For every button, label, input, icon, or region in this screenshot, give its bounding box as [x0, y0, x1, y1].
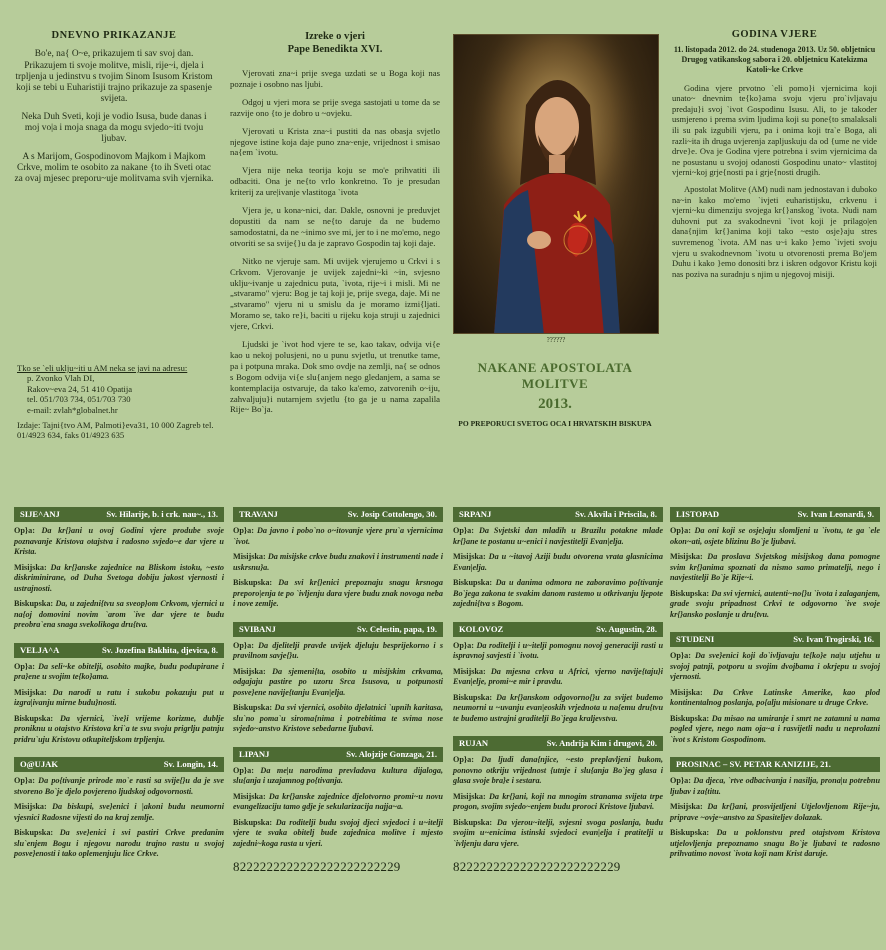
intention-text: Da ljudi dana{njice, ~esto preplavljeni bukom, ponovno otkriju vrijednost {utnje i slu{anja Bo`jeg glasa i glasa svoje bra}e i sestara. [453, 755, 663, 785]
month-header [670, 757, 880, 772]
intention-misijska [233, 792, 443, 813]
intention-text: Da misao na umiranje i smrt ne zatamni u nama pogled vjere, nego nam oja~a i rasvijetli nadu u neprolazni `ivot s Kristom Gospodinom. [670, 713, 880, 744]
intention-opca [233, 641, 443, 662]
izreke-title: Izreke o vjeri [305, 31, 365, 42]
intention-label: Misijska: [233, 552, 266, 561]
month-header [670, 507, 880, 522]
intention-label: Op}a: [233, 640, 254, 650]
intention-label: Biskupska: [453, 692, 493, 702]
painting-caption: ?????? [546, 336, 566, 344]
month-name: LISTOPAD [676, 509, 720, 519]
intention-misijska [14, 563, 224, 595]
intention-text: Da, u zajedni{tvu sa sveop}om Crkvom, vjernici u na{oj domovini novim `arom `ive dar vjere te budu preobra`ena snaga svekolikoga dru{tva. [14, 599, 225, 629]
izreke-paragraph: Vjera nije neka teorija koju se mo'e prihvatiti ili odbaciti. Ona je ne{to vrlo konkretno. To je presudan kriterij za ure|ivanje vlastitoga `ivota [230, 165, 440, 198]
contact-line: Rakov~eva 24, 51 410 Opatija [27, 383, 133, 394]
month-block [14, 507, 224, 631]
nakane-subtitle: PO PREPORUCI SVETOG OCA I HRVATSKIH BISKUPA [458, 419, 652, 428]
izreke-paragraph: Vjera je, u kona~nici, dar. Dakle, osnovni je preduvjet dopustiti da nam se ne{to daruje da ne budemo samodostatni, da ne ~inimo sve mi, jer to i ne mo'emo, nego otvoriti se sa svije{}u da je zapravo Gospodin taj koji daje. [230, 205, 440, 248]
intention-opca [453, 526, 663, 547]
months-column-3 [453, 507, 663, 875]
months-column-4 [670, 507, 880, 872]
intention-label: Misijska: [670, 552, 703, 561]
intention-text: Da u danima odmora ne zaboravimo po{tivanje Bo`jega zakona te svakim danom rastemo u otkrivanju ljepote zajedni{tva s Bogom. [453, 578, 663, 608]
month-name: O@UJAK [20, 759, 59, 769]
izreke-paragraph: Vjerovati zna~i prije svega uzdati se u Boga koji nas poznaje i osobno nas ljubi. [230, 68, 440, 89]
intention-biskupska [14, 599, 224, 631]
month-saint: Sv. Ivan Trogirski, 16. [793, 634, 874, 644]
month-name: SIJE^ANJ [20, 509, 60, 519]
contact-section [17, 363, 225, 441]
dnevno-title: DNEVNO PRIKAZANJE [51, 30, 177, 41]
intention-opca [233, 766, 443, 787]
intention-label: Misijska: [670, 687, 703, 697]
column-footer: 8222222222222222222222229 [233, 859, 401, 874]
intention-biskupska [14, 828, 224, 860]
intention-misijska [453, 792, 663, 813]
month-saint: Sv. Andrija Kim i drugovi, 20. [546, 738, 657, 748]
intention-misijska [453, 667, 663, 688]
intention-misijska [670, 802, 880, 823]
intention-label: Biskupska: [670, 828, 710, 837]
month-name: SRPANJ [459, 509, 492, 519]
intention-label: Misijska: [453, 552, 486, 561]
intention-text: Da vjernici, `ive}i vrijeme korizme, dublje proniknu u otajstvo Kristova kri`a te svu svoju prigrlju patnju pridru`uju Kristovu otkupiteljskom trpljenju. [14, 713, 225, 744]
intention-text: Da kr{}ani, koji na mnogim stranama svijeta trpe progon, svojim svjedo~enjem budu proroci Kristove ljubavi. [453, 791, 663, 811]
intention-text: Da svi kr{}enici prepoznaju snagu krsnoga preporo|enja te po `ivljenju dara vjere budu znak novoga neba i nove zemlje. [233, 578, 443, 608]
intention-label: Biskupska: [233, 817, 273, 827]
intention-text: Da svi vjernici, osobito djelatnici `upnih karitasa, slu`no poma`u siroma{nima i potrebitima te svima nose svjedo~anstvo Kristove sebedarne ljubavi. [233, 703, 443, 733]
izreke-paragraph: Nitko ne vjeruje sam. Mi uvijek vjerujemo u Crkvi i s Crkvom. Vjerovanje je uvijek zajedni~ki ~in, svjesno uklju~ivanje u zajednicu puta, `ivota, rije~i i misli. Mi ne „stvaramo" vjeru: Bog je taj koji je, prije svega, daje. Mi ne „stvaramo" vjeru ni u smislu da je moramo izmi{ljati. Moramo se, tako re}i, baciti u rijeku koja struji u zajednici vjere, Crkvi. [230, 255, 440, 332]
contact-address [17, 373, 225, 415]
intention-misijska [233, 552, 443, 573]
intention-opca [670, 651, 880, 683]
month-header [670, 632, 880, 647]
intention-text: Da u ~itavoj Aziji budu otvorena vrata glasnicima Evan|elja. [453, 552, 663, 572]
intention-label: Op}a: [233, 526, 254, 535]
month-header [453, 507, 663, 522]
month-block [233, 507, 443, 610]
intention-text: Da oni koji se osje}aju slomljeni u `ivotu, te ga `ele okon~ati, osjete blizinu Bo`je ljubavi. [670, 526, 881, 546]
intention-misijska [453, 552, 663, 573]
intention-label: Biskupska: [670, 713, 710, 723]
publisher-info: Izdaje: Tajni{tvo AM, Palmoti}eva31, 10 000 Zagreb tel. 01/4923 634, faks 01/4923 635 [17, 420, 214, 441]
intention-text: Da proslava Svjetskog misijskog dana pomogne svim kr{}anima spoznati da nismo samo primatelji, nego i navjestitelji Bo`je Rije~i. [670, 552, 880, 582]
intention-opca [14, 526, 224, 558]
intention-text: Da biskupi, sve}enici i |akoni budu neumorni vjesnici Radosne vijesti do na kraj zemlje. [14, 802, 225, 822]
intention-label: Op}a: [670, 651, 691, 660]
intention-misijska [670, 688, 880, 709]
month-block [233, 747, 443, 850]
intention-text: Da roditelji budu svojoj djeci svjedoci i u~itelji vjere te svaka obitelj bude zajednica molitve i mjesto zajedni~koga rasta u vjeri. [233, 817, 443, 848]
intention-text: Da sve}enici koji do`ivljavaju te{ko}e na|u utjehu u svojoj patnji, potporu u svojim dvojbama i okrjepu u svojoj vjernosti. [670, 651, 880, 681]
intention-text: Da roditelji i u~itelji pomognu novoj generaciji rasti u ispravnoj savjesti i `ivotu. [453, 640, 663, 660]
intention-opca [233, 526, 443, 547]
intention-label: Op}a: [453, 755, 474, 764]
intention-biskupska [670, 714, 880, 746]
intention-label: Op}a: [670, 776, 691, 785]
intention-opca [14, 776, 224, 797]
intention-label: Op}a: [233, 765, 254, 775]
month-header [233, 747, 443, 762]
intention-text: Da javno i pobo`no o~itovanje vjere pru`a vjernicima `ivot. [233, 526, 444, 546]
intention-text: Da kr{}ani, prosvijetljeni Utjelovljenom Rije~ju, priprave ~ovje~anstvo za Spasiteljev dolazak. [670, 802, 881, 822]
months-column-1 [14, 507, 224, 872]
month-block [14, 643, 224, 746]
intention-biskupska [233, 703, 443, 735]
intention-opca [453, 641, 663, 662]
intention-biskupska [233, 818, 443, 850]
izreke-section [230, 30, 440, 422]
month-saint: Sv. Hilarije, b. i crk. nau~., 13. [106, 509, 218, 519]
godina-title: GODINA VJERE [731, 29, 818, 40]
month-saint: Sv. Celestin, papa, 19. [357, 623, 437, 634]
month-header [233, 507, 443, 522]
month-header [233, 622, 443, 637]
month-name: RUJAN [459, 738, 489, 748]
godina-dates: 11. listopada 2012. do 24. studenoga 2013. Uz 50. obljetnicu Drugog vatikanskog sabora i 20. obljetnicu Katekizma Katoli~ke Crkve [673, 44, 876, 74]
month-saint: Sv. Akvila i Priscila, 8. [575, 509, 657, 519]
izreke-paragraph: Odgoj u vjeri mora se prije svega sastojati u tome da se razvije ono {to je dobro u ~ovjeku. [230, 96, 440, 118]
month-name: KOLOVOZ [459, 623, 504, 634]
contact-title: Tko se `eli uklju~iti u AM neka se javi na adresu: [17, 363, 188, 373]
intention-text: Da seli~ke obitelji, osobito majke, budu podupirane i pra}ene u svojim te{ko}ama. [14, 661, 225, 681]
month-block [453, 507, 663, 610]
months-column-2 [233, 507, 443, 875]
intention-label: Misijska: [233, 791, 266, 801]
intention-misijska [233, 667, 443, 699]
sacred-heart-illustration [454, 35, 659, 334]
intention-label: Misijska: [14, 562, 47, 572]
intention-opca [453, 755, 663, 787]
month-name: LIPANJ [239, 748, 270, 759]
intention-label: Op}a: [453, 640, 474, 650]
intention-biskupska [453, 578, 663, 610]
intention-label: Op}a: [14, 526, 35, 535]
intention-text: Da Svjetski dan mladih u Brazilu potakne mlade kr{}ane te postanu u~enici i navjestitelji Evan|elja. [453, 526, 664, 546]
month-saint: Sv. Ivan Leonardi, 9. [797, 509, 874, 519]
month-block [670, 757, 880, 860]
month-saint: Sv. Longin, 14. [163, 759, 218, 769]
intention-label: Biskupska: [233, 703, 273, 712]
month-header [453, 622, 663, 637]
intention-biskupska [14, 714, 224, 746]
intention-text: Da po{tivanje prirode mo`e rasti sa svije{}u da je sve stvoreno Bo`je djelo povjereno ljudskoj odgovornosti. [14, 776, 225, 796]
sacred-heart-painting [453, 34, 659, 334]
intention-text: Da kr{}ani u ovoj Godini vjere prodube svoje poznavanje Kristova otajstva i radosno svjedo~e dar vjere u Krista. [14, 526, 224, 556]
month-header [453, 736, 663, 751]
intention-biskupska [670, 828, 880, 860]
intention-misijska [670, 552, 880, 584]
intention-misijska [14, 688, 224, 709]
nakane-title: NAKANE APOSTOLATA MOLITVE [477, 360, 633, 391]
month-block [14, 757, 224, 860]
month-name: PROSINAC – SV. PETAR KANIZIJE, 21. [676, 759, 831, 769]
intention-text: Da mjesna crkva u Africi, vjerno navije{taju}i Evan|elje, promi~e mir i pravdu. [453, 666, 663, 686]
intention-label: Misijska: [233, 666, 266, 676]
dnevno-paragraph: A s Marijom, Gospodinovom Majkom i Majkom Crkve, molim te osobito za nakane {to ih Sveti otac za ovaj mjesec preporu~uje molitvama svih vjernika. [14, 151, 214, 185]
month-saint: Sv. Alojzije Gonzaga, 21. [346, 748, 437, 759]
intention-biskupska [453, 818, 663, 850]
column-footer: 8222222222222222222222229 [453, 859, 621, 874]
intention-label: Biskupska: [453, 578, 493, 587]
contact-line: e-mail: zvlah*globalnet.hr [27, 404, 118, 415]
month-saint: Sv. Josip Cottolengo, 30. [347, 509, 437, 519]
intention-label: Misijska: [14, 687, 47, 697]
intention-text: Da kr{}anske zajednice na Bliskom istoku, ~esto diskriminirane, od Duha Svetoga dobiju jakost vjernosti i ustrajnosti. [14, 562, 224, 593]
izreke-subtitle: Pape Benedikta XVI. [287, 44, 383, 55]
dnevno-paragraph: Bo'e, na{ O~e, prikazujem ti sav svoj dan. Prikazujem ti svoje molitve, misli, rije~i, djela i trpljenja u jedinstvu s tvojim Sinom Isusom Kristom koji se tebi u Euharistiji trajno prikazuje za spasenje svijeta. [15, 49, 213, 105]
intention-label: Biskupska: [233, 578, 273, 587]
intention-label: Misijska: [453, 791, 486, 801]
intention-label: Biskupska: [14, 713, 54, 723]
intention-text: Da kr{}anske zajednice djelotvorno promi~u novu evangelizaciju tamo gdje je sekularizacija najja~a. [233, 791, 443, 811]
intention-text: Da sjemeni{ta, osobito u misijskim crkvama, odgajaju pastire po uzoru Srca Isusova, u potpunosti posve}ene navije{tanju Evan|elja. [233, 666, 443, 697]
month-block [233, 622, 443, 735]
intention-biskupska [670, 589, 880, 621]
intention-label: Biskupska: [14, 599, 54, 608]
intention-text: Da djelitelji pravde uvijek djeluju besprijekorno i s pravilnom savje{}u. [233, 640, 444, 660]
intention-text: Da me|u narodima prevladava kultura dijaloga, slu{anja i uzajamnog po{tivanja. [233, 765, 443, 785]
intention-biskupska [233, 578, 443, 610]
intention-label: Misijska: [453, 666, 486, 676]
intention-label: Biskupska: [14, 828, 54, 837]
intention-label: Op}a: [14, 661, 35, 671]
month-block [670, 507, 880, 620]
intention-text: Da narodi u ratu i sukobu pokazuju put u izgra|ivanju mirne budu}nosti. [14, 687, 224, 707]
month-header [14, 643, 224, 658]
month-header [14, 757, 224, 772]
intention-text: Da sve}enici i svi pastiri Crkve predanim slu`enjem Bogu i njegovu narodu trajno rastu u svojoj posve}enosti i tako oplemenjuju lice Crkve. [14, 828, 225, 858]
contact-line: tel. 051/703 734, 051/703 730 [27, 394, 131, 405]
month-saint: Sv. Jozefina Bakhita, djevica, 8. [101, 644, 218, 655]
izreke-paragraph: Vjerovati u Krista zna~i pustiti da nas obasja svjetlo njegove istine koja daje puno zna~enje, vrijednost i smisao na{em `ivotu. [230, 125, 440, 158]
intention-label: Op}a: [453, 526, 474, 535]
month-name: TRAVANJ [239, 509, 278, 519]
godina-paragraph: Apostolat Molitve (AM) nudi nam jednostavan i duboko na~in kako mo'emo `ivjeti euharistijsku, crkvenu i vjerni~ku dimenziju svojega kr{}anskog `ivota. Nudi nam duhovni put za svakodnevni `ivot koji je prilago|en dana{njim kr{}anima koji tako ~esto osje}aju stres suvremenog `ivota. AM nas u~i kako }emo `ivjeti svoju vjeru u svakodnevnom `ivotu u otvorenosti prema Bo'jem Duhu i kako }emo donositi brz i iskren odgovor Kristu koji nas poziva na suradnju s njim u njegovoj misiji. [672, 183, 877, 279]
nakane-heading [455, 360, 655, 429]
izreke-paragraph: Ljudski je `ivot hod vjere te se, kao takav, odvija vi{e kao u nekoj polusjeni, no u punu svjetlu, ut trenutke tame, pa i potpuna mraka. Dok smo ovdje na zemlji, na{ se odnos s Bogom odvija vi{e slu{anjem nego gledanjem, a sama se kontemplacija ostvaruje, da tako ka'emo, zatvorenih o~iju, zahvaljuju}i nutarnjem svjetlu {to ga je u nama zapalila Rije~ Bo`ja. [230, 339, 440, 415]
dnevno-prikazanje-section [14, 30, 214, 192]
intention-label: Op}a: [14, 776, 35, 785]
godina-paragraph: Godina vjere prvotno `eli pomo}i vjernicima koji unato~ dnevnim te{ko}ama svoju vjeru pro`ivljavaju predaju}i svoj `ivot Gospodinu Isusu. Ali, to je takoder usmjereno i prema svim ljudima koji su pone{to smalaksali ili su pak izgubili vjeru, pa i onima koji tra`e Boga, ali razli~ita ih druga uvjerenja zapljuskuju da od {ume ne vide drve}e. Ova je Godina vjere potrebna i svim vjernicima da ne posustanu u svojoj odanosti Gospodinu unato~ vlastitoj vjerni~koj grje{nosti pa i grje{nosti drugih. [672, 82, 877, 178]
intention-text: Da djeca, `rtve odbacivanja i nasilja, prona|u potrebnu ljubav i za{titu. [670, 776, 881, 796]
intention-label: Op}a: [670, 526, 691, 535]
intention-opca [14, 662, 224, 683]
month-block [453, 736, 663, 849]
intention-text: Da svi vjernici, autenti~no{}u `ivota i zalaganjem, grade svoju pripadnost Crkvi te odgovorno `ive svoje kr{}ansko poslanje u dru{tvu. [670, 588, 880, 619]
month-block [453, 622, 663, 725]
intention-label: Biskupska: [453, 817, 493, 827]
intention-label: Misijska: [670, 802, 703, 811]
godina-vjere-section [672, 30, 877, 285]
intention-text: Da vjerou~itelji, svjesni svoga poslanja, budu svojim u~enicima istinski svjedoci evan|elja i pratitelji u `ivljenju dara vjere. [453, 817, 663, 848]
month-saint: Sv. Augustin, 28. [596, 623, 657, 634]
month-name: VELJA^A [20, 644, 60, 655]
month-header [14, 507, 224, 522]
intention-text: Da u poklonstvu pred otajstvom Kristova utjelovljenja prepoznamo snagu Bo`je ljubavi te radosno prihvatimo novost `ivota koji nam Krist daruje. [670, 828, 881, 858]
intention-text: Da misijske crkve budu znakovi i instrumenti nade i uskrsnu}a. [233, 552, 444, 572]
intention-label: Misijska: [14, 802, 47, 811]
month-block [670, 632, 880, 745]
month-name: STUDENI [676, 634, 715, 644]
intention-opca [670, 526, 880, 547]
intention-biskupska [453, 693, 663, 725]
month-name: SVIBANJ [239, 623, 276, 634]
intention-opca [670, 776, 880, 797]
contact-line: p. Zvonko Vlah DI, [27, 373, 95, 384]
intention-label: Biskupska: [670, 588, 710, 598]
intention-text: Da Crkve Latinske Amerike, kao plod kontinentalnog poslanja, po{alju misionare u druge Crkve. [670, 687, 880, 707]
nakane-year: 2013. [538, 396, 572, 412]
intention-text: Da kr{}anskom odgovorno{}u za svijet budemo neumorni u ~uvanju evan|eoskih vrjednota u na{emu dru{tvu te budemo ustrajni graditelji Bo`jega kraljevstva. [453, 692, 663, 723]
dnevno-paragraph: Neka Duh Sveti, koji je vodio Isusa, bude danas i moj vo|a i moja snaga da mogu svjedo~iti tvoju ljubav. [21, 111, 207, 145]
intention-misijska [14, 802, 224, 823]
